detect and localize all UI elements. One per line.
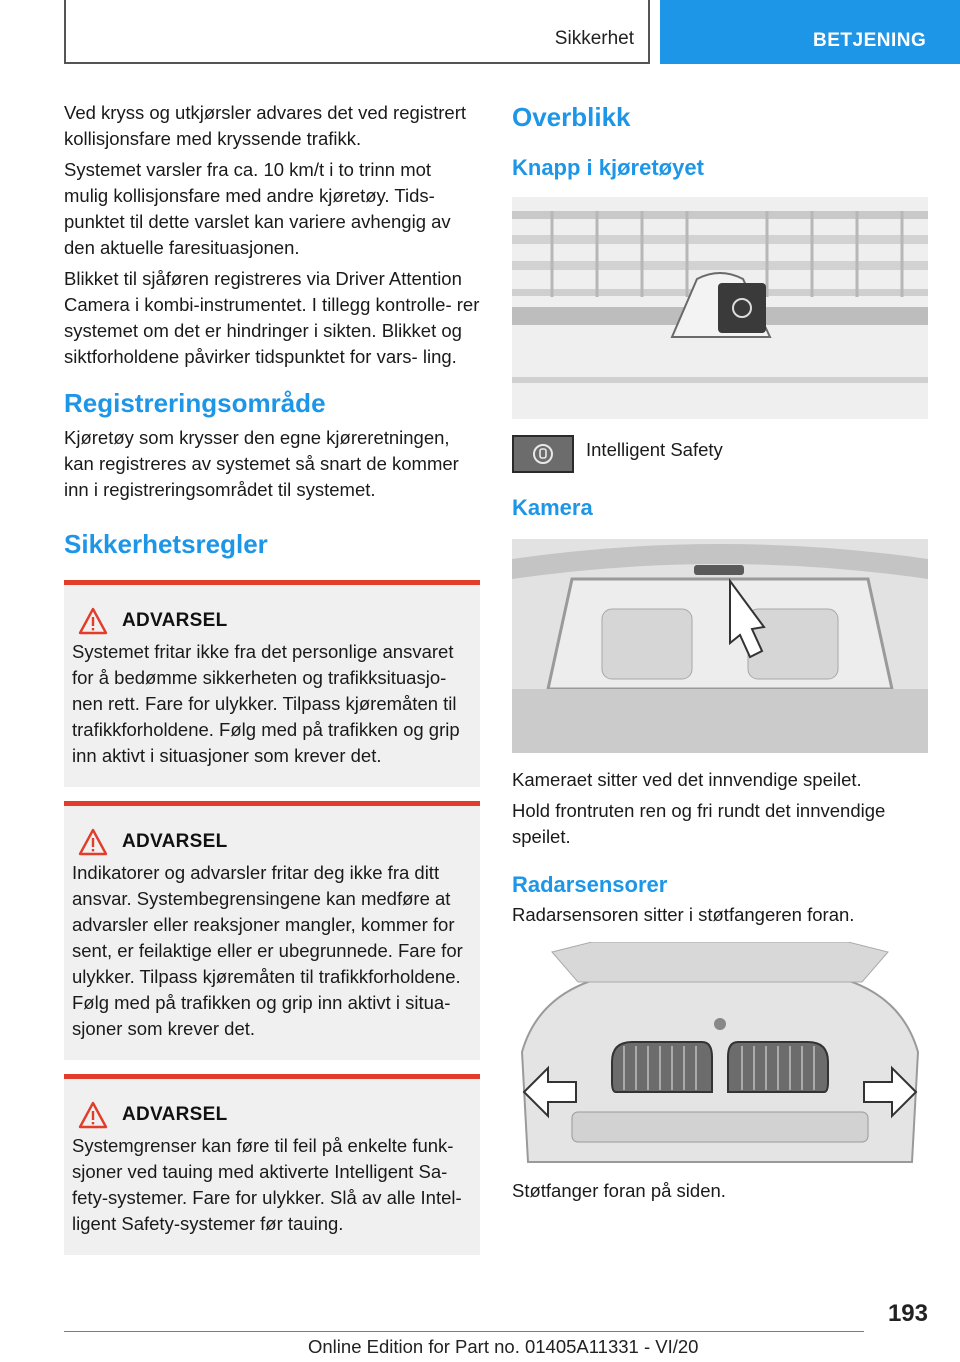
button-legend [512, 435, 928, 473]
heading-registreringsomrade: Registreringsområde [64, 388, 326, 418]
left-column [64, 100, 480, 1269]
warning-text: Indikatorer og advarsler fritar deg ikke fra ditt ansvar. Systembegrensingene kan medføre at advarsler eller reaksjoner mangler, kommer for sent, er feilaktige eller er ubegrunnede. Fare for ulykker. Tilpass kjøremåten til trafikkforholdene. Følg med på trafikken og grip inn aktivt i situa‐ sjoner som krever det. [72, 862, 463, 1039]
warning-triangle-icon [78, 828, 108, 856]
warning-text: Systemgrenser kan føre til feil på enkelte funk‐ sjoner ved tauing med aktiverte Intelligent Sa‐ fety-systemer. Fare for ulykker. Slå av alle Intel‐ ligent Safety-systemer før tauing. [72, 1135, 462, 1234]
heading-overblikk: Overblikk [512, 102, 631, 132]
image-caption: Støtfanger foran på siden. [512, 1180, 726, 1201]
header-chapter-title: BETJENING [813, 30, 927, 51]
warning-box [64, 801, 480, 1060]
heading-kamera: Kamera [512, 495, 593, 520]
button-label: Intelligent Safety [586, 439, 723, 460]
header-section-tab [64, 0, 650, 64]
footer-divider [64, 1331, 864, 1332]
header-chapter-tab [660, 0, 960, 64]
page-number: 193 [887, 1300, 928, 1327]
heading-radarsensorer: Radarsensorer [512, 872, 668, 897]
paragraph: Kameraet sitter ved det innvendige speilet. [512, 769, 862, 790]
paragraph: Radarsensoren sitter i støtfangeren foran. [512, 904, 855, 925]
warning-title: ADVARSEL [122, 610, 228, 631]
warning-text: Systemet fritar ikke fra det personlige ansvaret for å bedømme sikkerheten og trafikksituasjo‐ nen rett. Fare for ulykker. Tilpass kjøremåten til trafikkforholdene. Følg med på trafikken og grip inn aktivt i situasjoner som krever det. [72, 641, 460, 766]
paragraph: Kjøretøy som krysser den egne kjøreretningen, kan registreres av systemet så snart de kommer inn i registreringsområdet til systemet. [64, 427, 459, 500]
dashboard-vent-image [512, 197, 928, 419]
paragraph: Blikket til sjåføren registreres via Driver Attention Camera i kombi-instrumentet. I tillegg kontrolle‐ rer systemet om det er hindringer i sikten. Blikket og siktforholdene påvirker tidspunktet for vars‐ ling. [64, 268, 480, 367]
header-section-title: Sikkerhet [554, 28, 634, 49]
paragraph: Hold frontruten ren og fri rundt det innvendige speilet. [512, 800, 886, 847]
paragraph: Ved kryss og utkjørsler advares det ved registrert kollisjonsfare med kryssende trafikk. [64, 102, 467, 149]
warning-box [64, 1074, 480, 1255]
paragraph: Systemet varsler fra ca. 10 km/t i to trinn mot mulig kollisjonsfare med andre kjøretøy. Tids‐ punktet til dette varslet kan variere avhengig av den aktuelle faresituasjonen. [64, 159, 451, 258]
car-front-bumper-image [512, 942, 928, 1170]
camera-interior-image [512, 539, 928, 753]
intelligent-safety-button-icon [512, 435, 574, 473]
warning-triangle-icon [78, 1101, 108, 1129]
heading-sikkerhetsregler: Sikkerhetsregler [64, 529, 268, 559]
warning-box [64, 580, 480, 787]
warning-triangle-icon [78, 607, 108, 635]
footer-edition: Online Edition for Part no. 01405A11331 - VI/20 [308, 1336, 699, 1357]
warning-title: ADVARSEL [122, 831, 228, 852]
right-column [512, 100, 928, 1209]
heading-knapp: Knapp i kjøretøyet [512, 155, 704, 180]
warning-title: ADVARSEL [122, 1104, 228, 1125]
